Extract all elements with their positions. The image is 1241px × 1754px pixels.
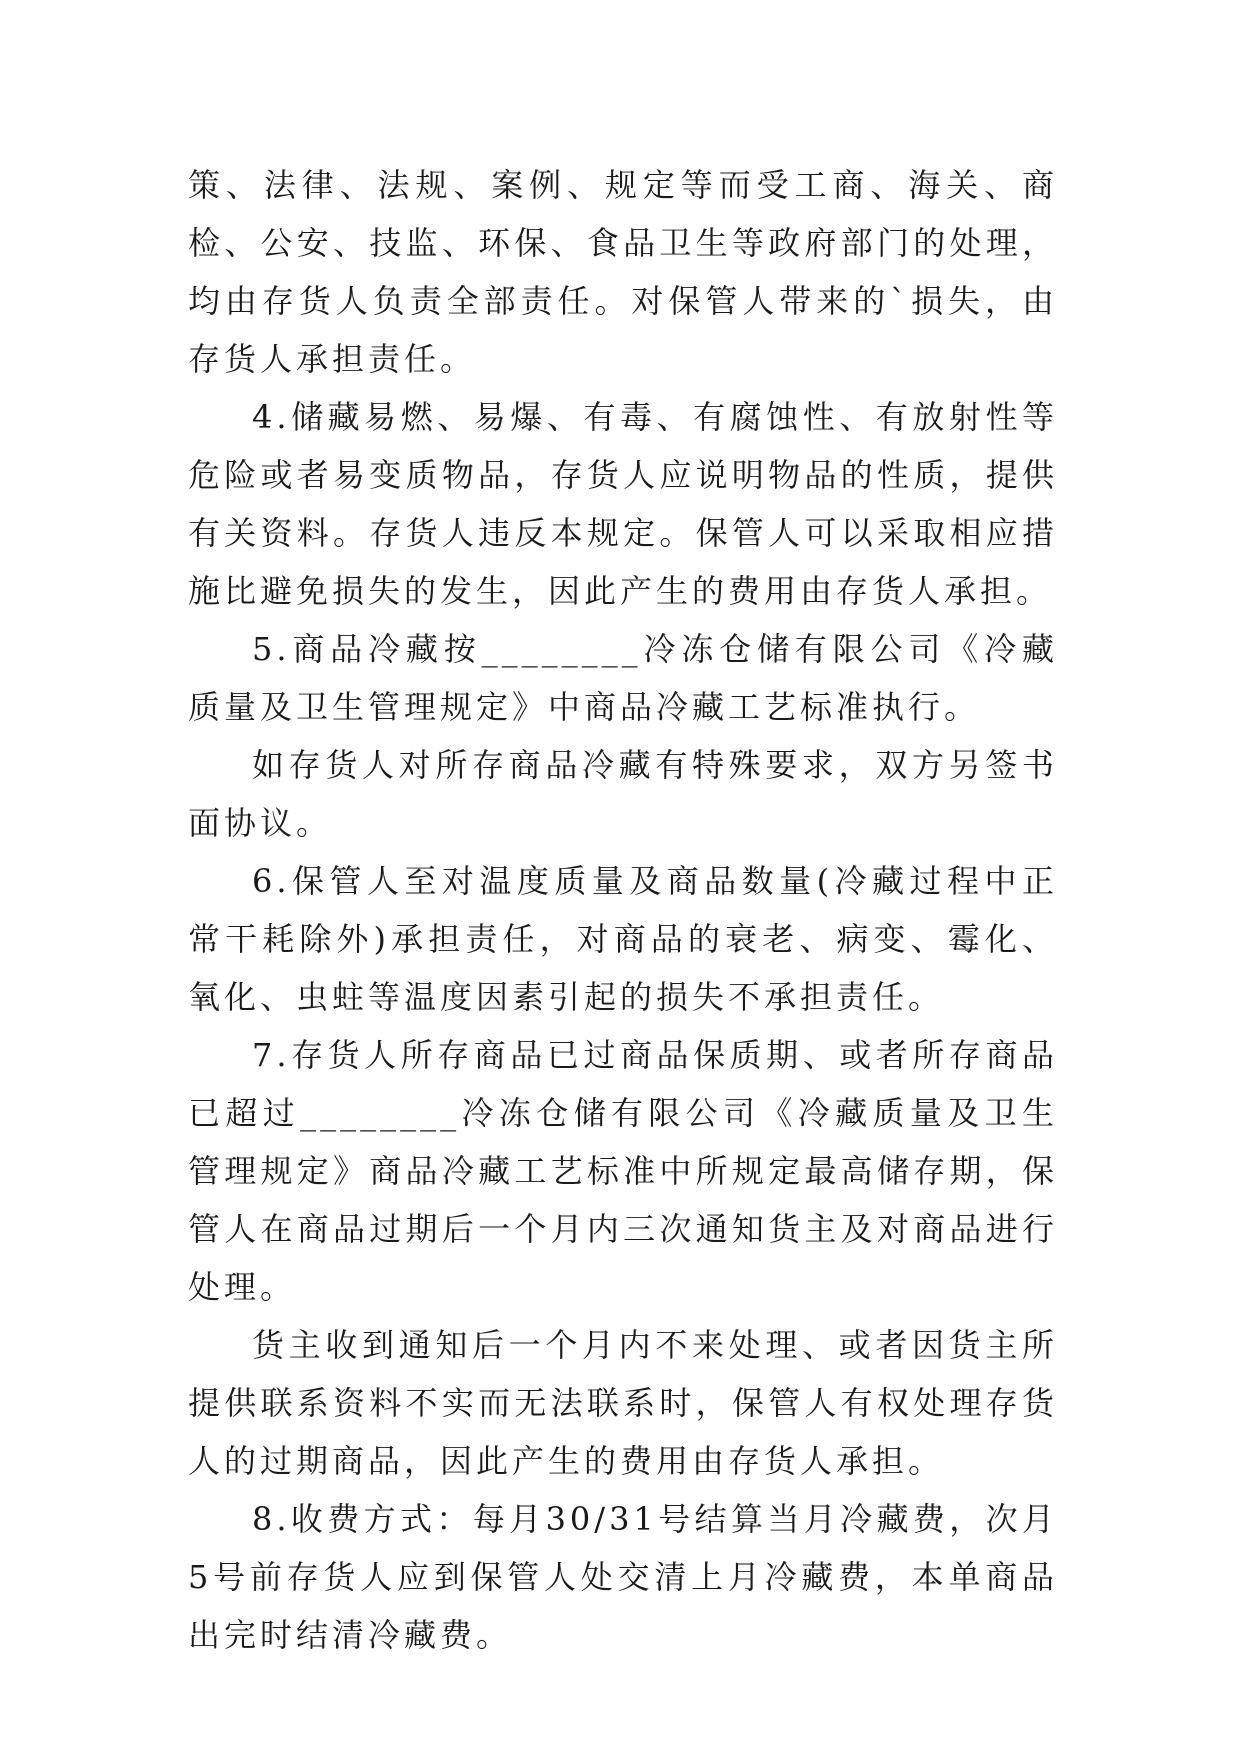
paragraph-clause-7: 7.存货人所存商品已过商品保质期、或者所存商品已超过________冷冻仓储有限公司《冷藏质量及卫生管理规定》商品冷藏工艺标准中所规定最高储存期，保管人在商品过期后一个月内三次通知货主及对商品进行处理。 xyxy=(188,1036,1058,1306)
paragraph-clause-7-note: 货主收到通知后一个月内不来处理、或者因货主所提供联系资料不实而无法联系时，保管人有权处理存货人的过期商品，因此产生的费用由存货人承担。 xyxy=(188,1326,1058,1480)
paragraph-clause-8: 8.收费方式：每月30/31号结算当月冷藏费，次月5号前存货人应到保管人处交清上月冷藏费，本单商品出完时结清冷藏费。 xyxy=(188,1500,1058,1654)
paragraph-clause-5: 5.商品冷藏按________冷冻仓储有限公司《冷藏质量及卫生管理规定》中商品冷藏工艺标准执行。 xyxy=(188,630,1058,726)
paragraph-1: 策、法律、法规、案例、规定等而受工商、海关、商检、公安、技监、环保、食品卫生等政府部门的处理，均由存货人负责全部责任。对保管人带来的`损失，由存货人承担责任。 xyxy=(188,166,1058,378)
document-page xyxy=(188,156,1058,1664)
paragraph-clause-5-note: 如存货人对所存商品冷藏有特殊要求，双方另签书面协议。 xyxy=(188,746,1058,842)
paragraph-clause-6: 6.保管人至对温度质量及商品数量(冷藏过程中正常干耗除外)承担责任，对商品的衰老、病变、霉化、氧化、虫蛀等温度因素引起的损失不承担责任。 xyxy=(188,862,1058,1016)
paragraph-clause-4: 4.储藏易燃、易爆、有毒、有腐蚀性、有放射性等危险或者易变质物品，存货人应说明物品的性质，提供有关资料。存货人违反本规定。保管人可以采取相应措施比避免损失的发生，因此产生的费用由存货人承担。 xyxy=(188,398,1058,610)
